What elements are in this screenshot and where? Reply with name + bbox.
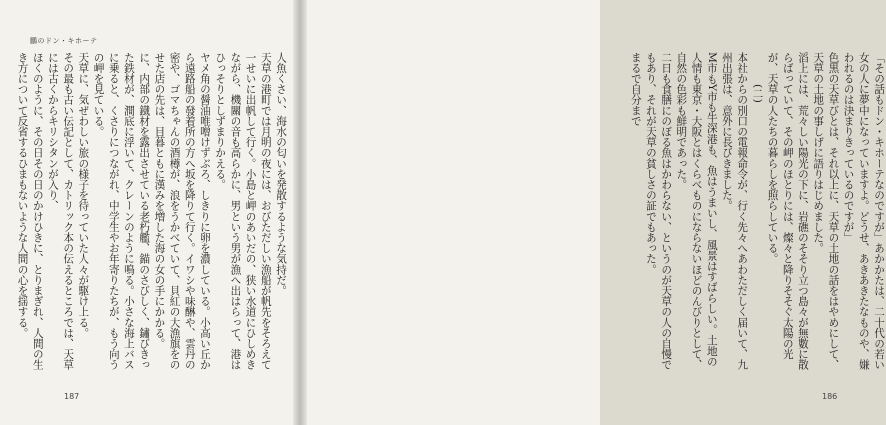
paragraph: M市もY市も牛深港も、魚はうまいし、風景はすばらしい。土地の人情も東京・大阪とはくらべものにならないほどのんびりとして、自然の色彩も鮮明であった。 (675, 52, 718, 370)
paragraph: 色黒の天草びとは、それ以上に、天草の土地の話をはやめにして、天草の土地の事しげに語りはじめました。 (812, 52, 840, 370)
right-page-text (614, 52, 886, 377)
page-number-right: 186 (822, 392, 838, 401)
paragraph: 天草に、気ぜわしい旅の様子を待っていた人々が駆け上る。 (77, 52, 90, 339)
paragraph: 本社からの別口の電報命令が、行く先々へあわただしく届いて、九州出張は、意外に長びきました。 (720, 52, 749, 370)
paragraph: 人魚くさい、海水の匂いを発散するような気持だ。 (275, 52, 287, 296)
book-gutter (293, 0, 307, 425)
section-mark: (二) (751, 83, 764, 103)
left-page-text (16, 52, 288, 377)
paragraph: に、内部の鐡材を露出させている老朽艦、錨のさびしく、鏽びきった鉄材が、澗底に浮いて、クレーンのように鳴る。小さな海上バスに乗ると、くさりにつながれ、中学生やお年寄りたちが、もう向うの岬を見ている。 (92, 52, 151, 370)
paragraph: その最も古い伝記として、カトリック本の伝えるところでは、天草には古くからキリシタンが入り、 (46, 52, 75, 370)
paragraph: 「その話もドン・キホーテなのですが」あかかたは、二十代の若い女の人に夢中になっていますよ。どうせ、あきあきたなものや、嫌われるのは決まりきっているのですが」 (842, 52, 885, 370)
right-page (300, 0, 885, 425)
running-header: 鵬のドン・キホーテ (30, 37, 98, 45)
paragraph: ほくのように、その日その日のかけひきに、とりまぎれ、人間の生き方について反省するひまもないような人間の心を揺する。 (16, 52, 44, 370)
paragraph: 天草の港町では月明の夜には、おびただしい漁船が帆先をそろえて一せいに出帆して行く。小島と岬のあいだの、狭い水道にひしめきながら、機關の音も高らかに、男という男が漁へ出はらって、港はひっそりとしずまりかえる。 (214, 52, 272, 370)
page-number-left: 187 (64, 392, 80, 401)
paragraph: ヤメ角の醤油唯噌けずぶろ、しきりに卵を濃している。小高い丘から遠路船の發着所の方へ坂を降りて行く。イワシや味醂や、雲丹の密や、ゴマちゃんの酒樽が、浪をうかべていて、貝紅の大漁旗をのせた店の先は、目暮ともに漢みを増した海の女の手にかかる。 (153, 52, 211, 370)
paragraph: 二日も食膳にのぼる魚はかわらない、というのが天草の人の自慢でもあり、それが天草の貧しさの証でもあった。 (644, 52, 673, 370)
paragraph: まるで自分まで (629, 52, 642, 127)
paragraph: 滔上には、荒々しい陽光の下に、岩礁のそそり立つ島々が無數に散らばっていて、その岬のほとりには、燦々と降りそそぐ太陽の光が、天草の人たちの暮らしを照らしている。 (766, 52, 809, 370)
left-page (0, 0, 300, 425)
